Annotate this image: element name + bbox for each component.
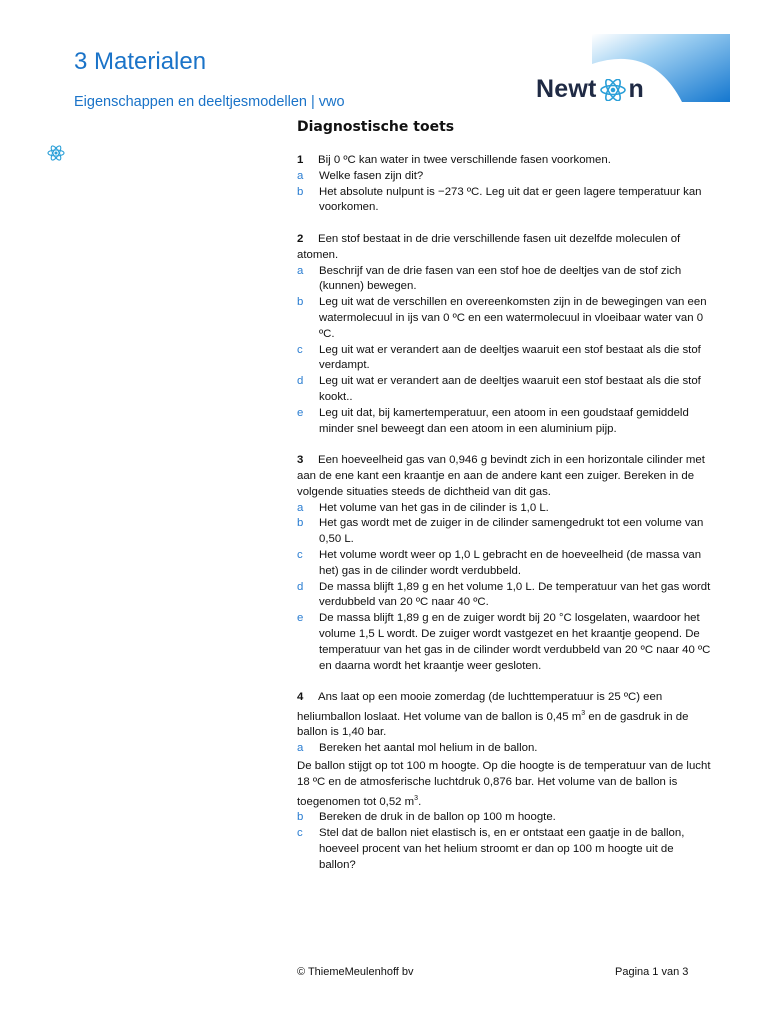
paragraph-text-end: . — [418, 795, 422, 808]
section-title: Diagnostische toets — [297, 119, 455, 135]
subquestion-text: Leg uit wat er verandert aan de deeltjes waaruit een stof bestaat als die stof kookt.. — [319, 375, 701, 403]
subquestion-letter: a — [297, 169, 304, 182]
subquestion-e — [297, 406, 711, 438]
question-intro — [297, 232, 711, 264]
question-text-continued: en de gasdruk in de ballon is 1,40 bar. — [297, 710, 689, 739]
subquestion-c — [297, 343, 711, 375]
subquestion-text: Het volume van het gas in de cilinder is 1,0 L. — [319, 501, 549, 514]
subquestion-text: Het absolute nulpunt is −273 ºC. Leg uit dat er geen lagere temperatuur kan voorkomen. — [319, 185, 702, 214]
subquestion-letter: a — [297, 501, 304, 514]
footer-copyright: © ThiemeMeulenhoff bv — [297, 966, 414, 978]
subquestion-text: Het volume wordt weer op 1,0 L gebracht en de hoeveelheid (de massa van het) gas in de cilinder wordt verdubbeld. — [319, 548, 702, 577]
subquestion-letter: c — [297, 343, 303, 356]
subquestion-letter: c — [297, 827, 303, 840]
subquestion-b — [297, 185, 711, 217]
subquestion-text: De massa blijft 1,89 g en het volume 1,0 L. De temperatuur van het gas wordt verdubbeld van 20 ºC naar 40 ºC. — [319, 580, 711, 609]
question-intro — [297, 153, 711, 169]
subquestion-c — [297, 826, 711, 873]
subquestion-text: Leg uit wat er verandert aan de deeltjes waaruit een stof bestaat als die stof verdampt. — [319, 343, 701, 372]
subquestion-a — [297, 169, 711, 185]
question-text: Een stof bestaat in de drie verschillende fasen uit dezelfde moleculen of atomen. — [297, 232, 681, 261]
question-3 — [297, 453, 711, 674]
subquestion-a — [297, 501, 711, 517]
subquestion-c — [297, 548, 711, 580]
subquestion-letter: e — [297, 612, 304, 625]
subquestion-letter: d — [297, 580, 304, 593]
subquestion-b — [297, 295, 711, 342]
newton-logo — [536, 75, 644, 104]
subquestion-letter: d — [297, 375, 304, 388]
question-intro — [297, 690, 711, 741]
question-text: Ans laat op een mooie zomerdag (de luchttemperatuur is 25 ºC) een heliumballon loslaat. Het volume van de ballon is 0,45 m — [297, 691, 663, 723]
question-number: 2 — [297, 232, 304, 245]
subquestion-letter: b — [297, 811, 304, 824]
question-intro — [297, 453, 711, 500]
chapter-subtitle: Eigenschappen en deeltjesmodellen | vwo — [74, 94, 345, 110]
question-number: 4 — [297, 691, 304, 704]
logo-text-left: Newt — [536, 75, 597, 103]
subquestion-text: Beschrijf van de drie fasen van een stof hoe de deeltjes van de stof zich (kunnen) bewegen. — [319, 264, 682, 293]
subquestion-d — [297, 580, 711, 612]
subquestion-text: Welke fasen zijn dit? — [319, 169, 424, 182]
question-1 — [297, 153, 711, 216]
question-text: Bij 0 ºC kan water in twee verschillende fasen voorkomen. — [318, 154, 611, 166]
chapter-title: 3 Materialen — [74, 48, 207, 75]
question-2 — [297, 232, 711, 437]
subquestion-letter: a — [297, 264, 304, 277]
atom-icon — [598, 79, 628, 101]
subquestion-text: Stel dat de ballon niet elastisch is, en er ontstaat een gaatje in de ballon, hoeveel procent van het helium stroomt er dan op 100 m hoogte uit de ballon? — [319, 827, 685, 871]
footer-page-number: Pagina 1 van 3 — [615, 966, 689, 978]
question-number: 3 — [297, 454, 304, 467]
subquestion-letter: c — [297, 548, 303, 561]
subquestion-letter: a — [297, 742, 304, 755]
subquestion-letter: e — [297, 406, 304, 419]
paragraph-text: De ballon stijgt op tot 100 m hoogte. Op die hoogte is de temperatuur van de lucht 18 ºC en de atmosferische luchtdruk 0,876 bar. Het volume van de ballon is toegenomen tot 0,52 m — [297, 760, 711, 808]
question-list — [297, 153, 711, 889]
subquestion-b — [297, 516, 711, 548]
atom-icon — [46, 144, 66, 162]
question-number: 1 — [297, 154, 304, 166]
subquestion-a — [297, 741, 711, 757]
superscript: 3 — [414, 794, 419, 802]
subquestion-d — [297, 374, 711, 406]
subquestion-letter: b — [297, 296, 304, 309]
superscript: 3 — [581, 709, 586, 717]
subquestion-letter: b — [297, 185, 304, 198]
subquestion-text: Leg uit dat, bij kamertemperatuur, een atoom in een goudstaaf gemiddeld minder snel beweegt dan een atoom in een aluminium pijp. — [319, 406, 689, 435]
subquestion-text: Bereken de druk in de ballon op 100 m hoogte. — [319, 811, 556, 824]
subquestion-text: Leg uit wat de verschillen en overeenkomsten zijn in de bewegingen van een watermolecuul in ijs van 0 ºC en een watermolecuul in vloeibaar water van 0 ºC. — [319, 296, 707, 340]
subquestion-b — [297, 810, 711, 826]
subquestion-text: De massa blijft 1,89 g en de zuiger wordt bij 20 °C losgelaten, waardoor het volume 1,5 L wordt. De zuiger wordt vastgezet en het kraantje geopend. De temperatuur van het gas in de cilinder wordt verdubbeld van 20 ºC naar 40 ºC en daarna wordt het kraantje weer gesloten. — [319, 612, 711, 672]
subquestion-text: Bereken het aantal mol helium in de ballon. — [319, 742, 538, 755]
question-text: Een hoeveelheid gas van 0,946 g bevindt zich in een horizontale cilinder met aan de ene kant een kraantje en aan de andere kant een zuiger. Bereken in de volgende situaties steeds de dichtheid van dit gas. — [297, 454, 705, 498]
question-4 — [297, 690, 711, 873]
subquestion-e — [297, 611, 711, 674]
subquestion-letter: b — [297, 517, 304, 530]
question-paragraph — [297, 759, 711, 810]
subquestion-a — [297, 264, 711, 296]
subquestion-text: Het gas wordt met de zuiger in de cilinder samengedrukt tot een volume van 0,50 L. — [319, 517, 704, 546]
logo-text-right: n — [628, 75, 645, 103]
